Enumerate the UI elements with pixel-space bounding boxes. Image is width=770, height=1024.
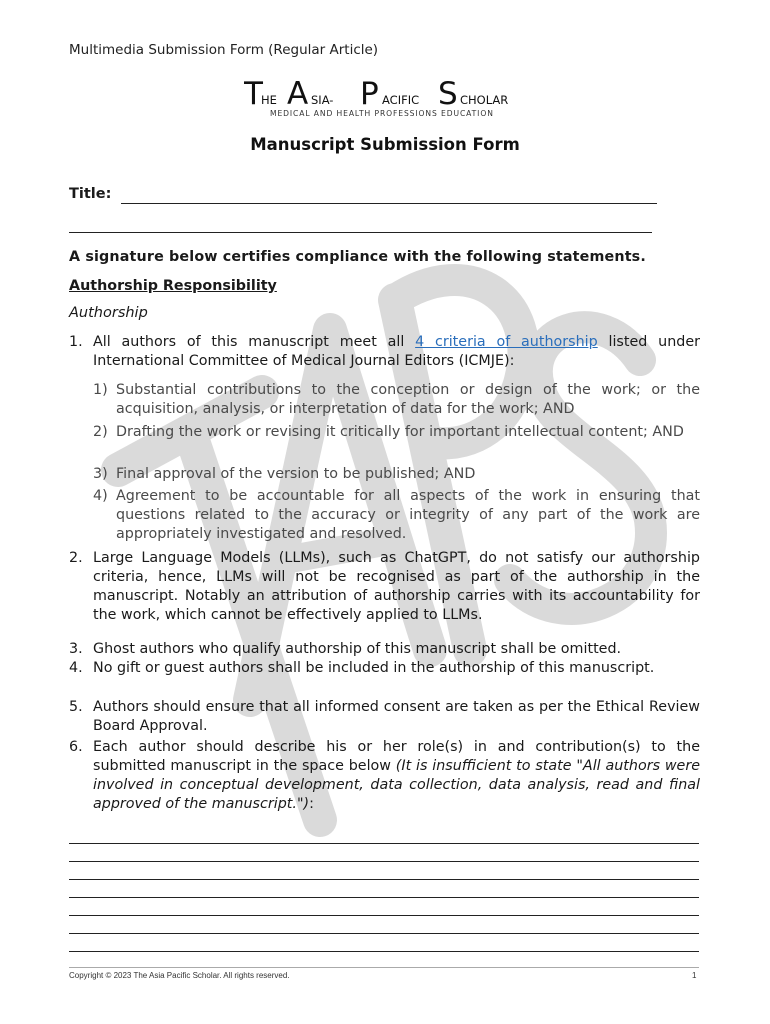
criterion-number: 4) — [93, 488, 108, 504]
svg-text:MEDICAL AND HEALTH PROFESSIONS: MEDICAL AND HEALTH PROFESSIONS EDUCATION — [270, 109, 494, 118]
svg-text:SIA-: SIA- — [311, 93, 334, 107]
svg-text:ACIFIC: ACIFIC — [382, 93, 420, 107]
page-number: 1 — [692, 971, 697, 980]
copyright-notice: Copyright © 2023 The Asia Pacific Scholar. All rights reserved. — [69, 971, 290, 980]
list-item: Large Language Models (LLMs), such as ChatGPT, do not satisfy our authorship criteria, hence, LLMs will not be recognised as part of the authorship in the manuscript. Notably an attribution of authorship carries with its accountability for the work, which cannot be effectively applied to LLMs. — [93, 550, 700, 623]
criterion-number: 1) — [93, 382, 108, 398]
svg-text:T: T — [244, 76, 263, 112]
item-number: 2. — [69, 550, 83, 566]
item-number: 6. — [69, 739, 83, 755]
footer-divider — [69, 967, 699, 968]
item-text: All authors of this manuscript meet all — [93, 334, 416, 350]
title-input-line[interactable] — [121, 203, 657, 204]
criterion-item: Final approval of the version to be published; AND — [116, 466, 476, 482]
contribution-line[interactable] — [69, 843, 699, 844]
item-text: : — [309, 796, 314, 812]
svg-text:S: S — [438, 76, 458, 112]
list-item — [93, 738, 700, 814]
item-text-italic: (It is insufficient to state "All authors were involved in conceptual development, data collection, data analysis, read and final approved of the manuscript.") — [93, 758, 700, 812]
criterion-item: Substantial contributions to the conception or design of the work; or the acquisition, analysis, or interpretation of data for the work; AND — [116, 382, 700, 417]
form-title: Manuscript Submission Form — [250, 135, 520, 154]
certification-statement: A signature below certifies compliance with the following statements. — [69, 249, 646, 265]
criterion-item: Agreement to be accountable for all aspects of the work in ensuring that questions related to the accuracy or integrity of any part of the work are appropriately investigated and resolved. — [116, 488, 700, 542]
item-number: 1. — [69, 334, 83, 350]
criterion-number: 2) — [93, 424, 108, 440]
list-item — [93, 333, 700, 371]
item-number: 3. — [69, 641, 83, 657]
svg-text:CHOLAR: CHOLAR — [460, 93, 509, 107]
svg-text:A: A — [287, 76, 309, 112]
contribution-line[interactable] — [69, 861, 699, 862]
item-text: Each author should describe his or her role(s) in and contribution(s) to the submitted manuscript in the space below — [93, 739, 700, 774]
subsection-heading: Authorship — [69, 305, 148, 321]
contribution-line[interactable] — [69, 915, 699, 916]
contribution-line[interactable] — [69, 897, 699, 898]
contribution-line[interactable] — [69, 933, 699, 934]
contribution-line[interactable] — [69, 951, 699, 952]
title-input-line-2[interactable] — [69, 232, 652, 233]
svg-text:HE: HE — [261, 93, 277, 107]
document-header: Multimedia Submission Form (Regular Article) — [69, 42, 379, 58]
taps-logo — [244, 76, 534, 120]
criterion-item: Drafting the work or revising it critically for important intellectual content; AND — [116, 424, 684, 440]
list-item: Authors should ensure that all informed consent are taken as per the Ethical Review Board Approval. — [93, 699, 700, 734]
contribution-line[interactable] — [69, 879, 699, 880]
criterion-number: 3) — [93, 466, 108, 482]
item-text: listed under International Committee of Medical Journal Editors (ICMJE): — [93, 334, 700, 369]
list-item: Ghost authors who qualify authorship of this manuscript shall be omitted. — [93, 641, 622, 657]
section-heading: Authorship Responsibility — [69, 278, 277, 294]
authorship-criteria-link[interactable]: 4 criteria of authorship — [415, 334, 598, 350]
svg-text:P: P — [360, 76, 379, 112]
item-number: 5. — [69, 699, 83, 715]
item-number: 4. — [69, 660, 83, 676]
list-item: No gift or guest authors shall be included in the authorship of this manuscript. — [93, 660, 655, 676]
title-label: Title: — [69, 186, 112, 202]
